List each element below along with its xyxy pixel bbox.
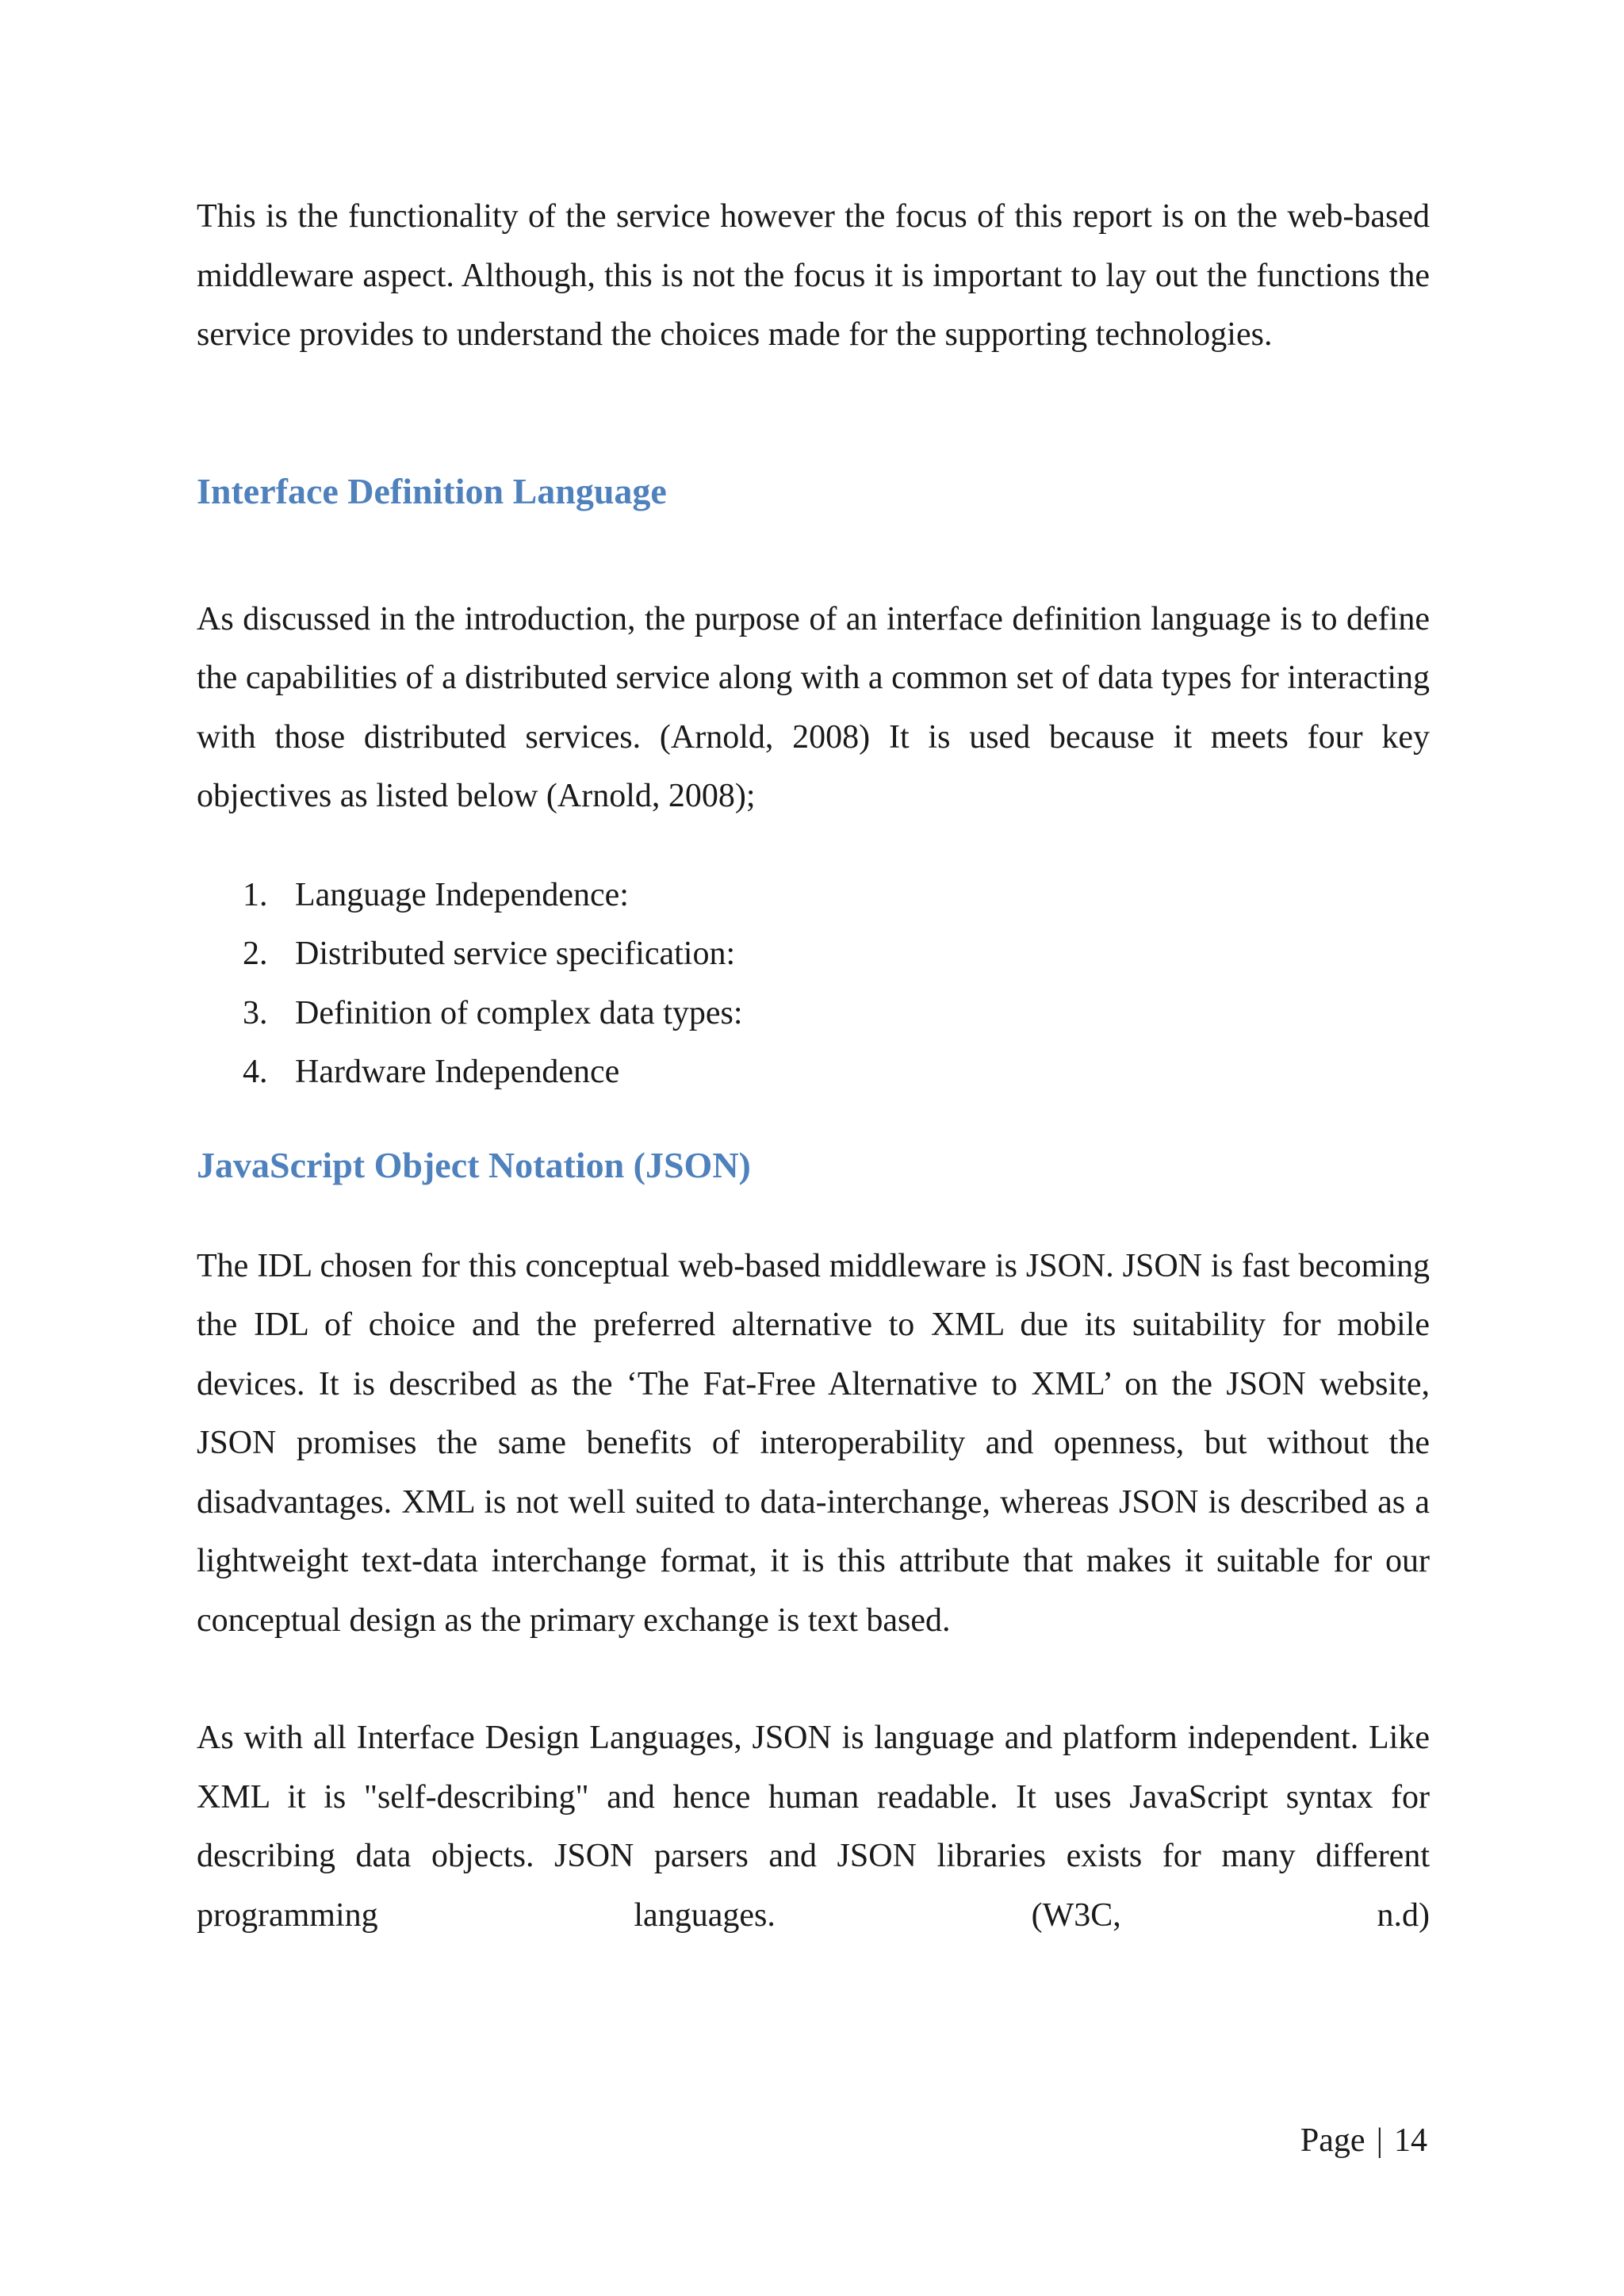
- page-footer: [1300, 2117, 1427, 2164]
- section-heading-idl: Interface Definition Language: [197, 470, 667, 511]
- list-item: [197, 1043, 1430, 1102]
- list-item-text: Distributed service specification:: [295, 936, 736, 972]
- list-item-number: 3.: [243, 994, 268, 1031]
- list-item-text: Hardware Independence: [295, 1054, 620, 1090]
- page-label: Page: [1300, 2122, 1365, 2159]
- page-separator: |: [1376, 2122, 1383, 2159]
- list-item: [197, 866, 1430, 925]
- page-number: 14: [1394, 2122, 1427, 2159]
- page-content: [197, 187, 1430, 1945]
- idl-paragraph: As discussed in the introduction, the purpose of an interface definition language is to define the capabilities of a distributed service along with a common set of data types for interacting with those distributed services. (Arnold, 2008) It is used because it meets four key objectives as listed below (Arnold, 2008);: [197, 600, 1430, 814]
- objectives-list: [197, 866, 1430, 1102]
- json-paragraph-1: The IDL chosen for this conceptual web-based middleware is JSON. JSON is fast becoming the IDL of choice and the preferred alternative to XML due its suitability for mobile devices. It is described as the ‘The Fat-Free Alternative to XML’ on the JSON website, JSON promises the same benefits of interoperability and openness, but without the disadvantages. XML is not well suited to data-interchange, whereas JSON is described as a lightweight text-data interchange format, it is this attribute that makes it suitable for our conceptual design as the primary exchange is text based.: [197, 1247, 1430, 1639]
- list-item-number: 2.: [243, 936, 268, 972]
- list-item-text: Language Independence:: [295, 876, 629, 913]
- section-heading-json: JavaScript Object Notation (JSON): [197, 1144, 751, 1185]
- json-paragraph-2: As with all Interface Design Languages, JSON is language and platform independent. Like XML it is "self-describing" and hence human readable. It uses JavaScript syntax for describing data objects. JSON parsers and JSON libraries exists for many different programming languages. (W3C, n.d): [197, 1720, 1430, 1934]
- list-item-text: Definition of complex data types:: [295, 994, 743, 1031]
- list-item: [197, 924, 1430, 984]
- intro-paragraph: This is the functionality of the service however the focus of this report is on the web-based middleware aspect. Although, this is not the focus it is important to lay out the functions the service provides to understand the choices made for the supporting technologies.: [197, 198, 1430, 353]
- list-item-number: 4.: [243, 1054, 268, 1090]
- list-item-number: 1.: [243, 876, 268, 913]
- list-item: [197, 984, 1430, 1043]
